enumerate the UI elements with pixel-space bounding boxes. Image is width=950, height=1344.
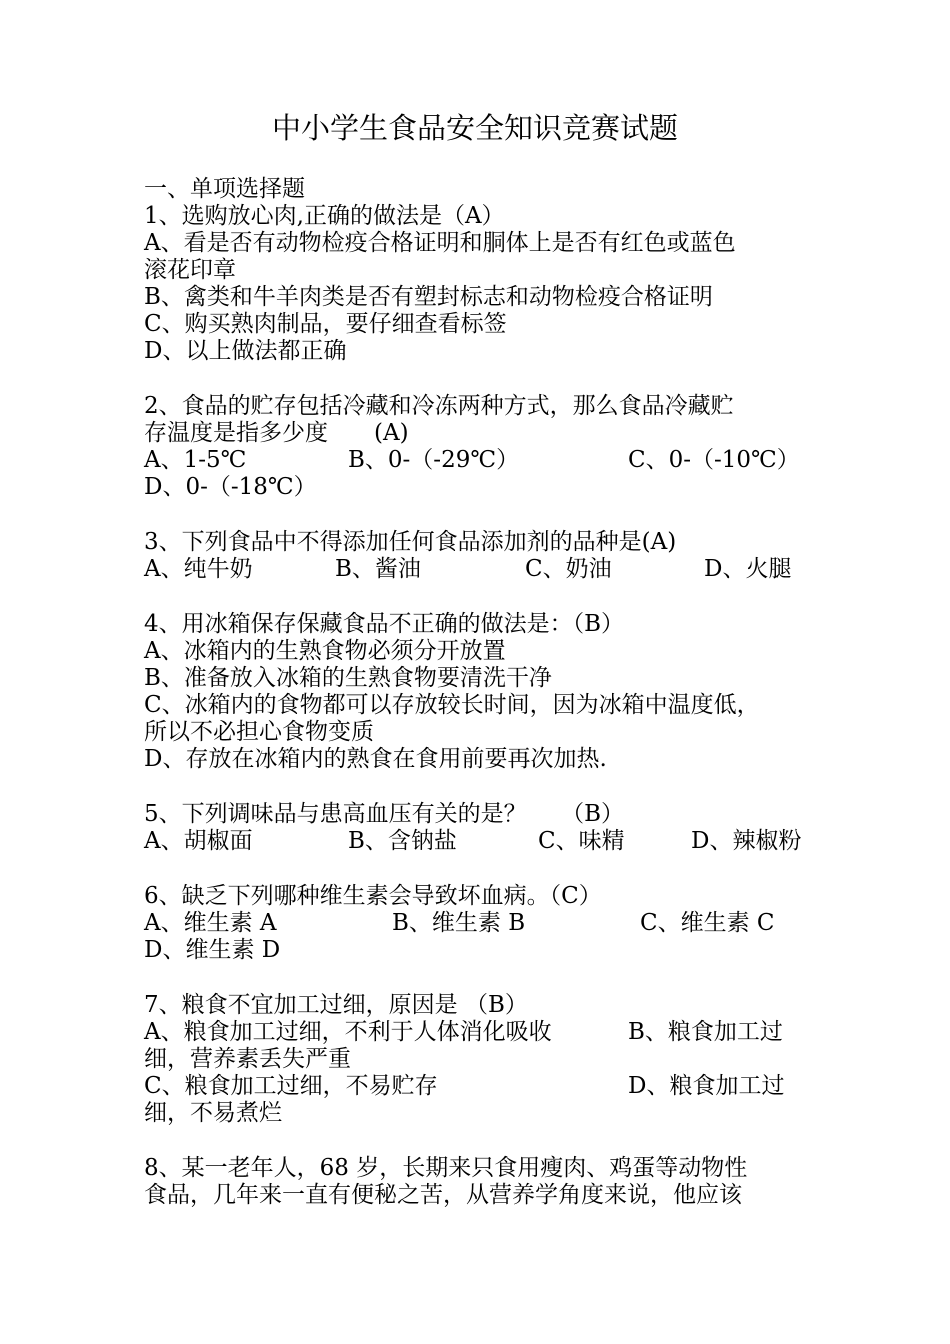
question-6-options-row xyxy=(144,910,824,937)
question-5-option-b: B、含钠盐 xyxy=(348,828,457,854)
question-3-option-b: B、酱油 xyxy=(335,556,421,582)
question-7-row-2 xyxy=(144,1073,824,1100)
question-list xyxy=(144,176,824,1209)
question-1-option-a: A、看是否有动物检疫合格证明和胴体上是否有红色或蓝色 xyxy=(144,230,736,256)
document-title: 中小学生食品安全知识竞赛试题 xyxy=(271,111,678,145)
question-4-option-d: D、存放在冰箱内的熟食在食用前要再次加热. xyxy=(144,746,607,772)
question-2-stem-continued: 存温度是指多少度 (A) xyxy=(144,420,409,446)
question-4-stem: 4、用冰箱保存保藏食品不正确的做法是：（B） xyxy=(144,611,625,637)
question-7-stem: 7、粮食不宜加工过细，原因是 （B） xyxy=(144,992,528,1018)
question-8-stem: 8、某一老年人，68 岁，长期来只食用瘦肉、鸡蛋等动物性 xyxy=(144,1155,748,1181)
question-5-option-d: D、辣椒粉 xyxy=(691,828,802,854)
question-2-option-d: D、0-（-18℃） xyxy=(144,474,317,500)
question-4-option-a: A、冰箱内的生熟食物必须分开放置 xyxy=(144,638,506,664)
question-2-options-row xyxy=(144,447,824,474)
section-heading: 一、单项选择题 xyxy=(144,176,305,202)
question-2-stem: 2、食品的贮存包括冷藏和冷冻两种方式，那么食品冷藏贮 xyxy=(144,393,734,419)
question-2-option-a: A、1-5℃ xyxy=(144,447,247,473)
question-6-option-c: C、维生素 C xyxy=(640,910,775,936)
question-8-stem-continued: 食品，几年来一直有便秘之苦，从营养学角度来说，他应该 xyxy=(144,1182,742,1208)
question-6-option-d: D、维生素 D xyxy=(144,937,281,963)
question-4-option-c-continued: 所以不必担心食物变质 xyxy=(144,719,374,745)
question-7-option-b: B、粮食加工过 xyxy=(628,1019,783,1045)
question-2-option-b: B、0-（-29℃） xyxy=(348,447,520,473)
question-2-option-c: C、0-（-10℃） xyxy=(628,447,800,473)
question-1-option-b: B、禽类和牛羊肉类是否有塑封标志和动物检疫合格证明 xyxy=(144,284,713,310)
question-6-option-a: A、维生素 A xyxy=(144,910,277,936)
question-7-row-1 xyxy=(144,1019,824,1046)
question-7-option-c: C、粮食加工过细，不易贮存 xyxy=(144,1073,438,1099)
question-1-option-c: C、购买熟肉制品，要仔细查看标签 xyxy=(144,311,507,337)
question-3-stem: 3、下列食品中不得添加任何食品添加剂的品种是(A) xyxy=(144,529,677,555)
question-1-option-d: D、以上做法都正确 xyxy=(144,338,347,364)
question-3-option-a: A、纯牛奶 xyxy=(144,556,253,582)
question-6-stem: 6、缺乏下列哪种维生素会导致坏血病。（C） xyxy=(144,883,602,909)
question-5-stem: 5、下列调味品与患高血压有关的是？ （B） xyxy=(144,801,625,827)
question-4-option-c: C、冰箱内的食物都可以存放较长时间，因为冰箱中温度低， xyxy=(144,692,760,718)
question-7-option-d-continued: 细，不易煮烂 xyxy=(144,1100,282,1126)
question-5-options-row xyxy=(144,828,824,855)
question-5-option-a: A、胡椒面 xyxy=(144,828,253,854)
question-5-option-c: C、味精 xyxy=(538,828,625,854)
question-7-option-a: A、粮食加工过细，不利于人体消化吸收 xyxy=(144,1019,552,1045)
question-3-option-d: D、火腿 xyxy=(704,556,792,582)
question-7-option-d: D、粮食加工过 xyxy=(628,1073,785,1099)
question-7-option-b-continued: 细，营养素丢失严重 xyxy=(144,1046,351,1072)
question-3-options-row xyxy=(144,556,824,583)
question-6-option-b: B、维生素 B xyxy=(392,910,526,936)
question-4-option-b: B、准备放入冰箱的生熟食物要清洗干净 xyxy=(144,665,552,691)
question-3-option-c: C、奶油 xyxy=(525,556,612,582)
question-1-stem: 1、选购放心肉,正确的做法是（A） xyxy=(144,203,505,229)
question-1-option-a-continued: 滚花印章 xyxy=(144,257,236,283)
